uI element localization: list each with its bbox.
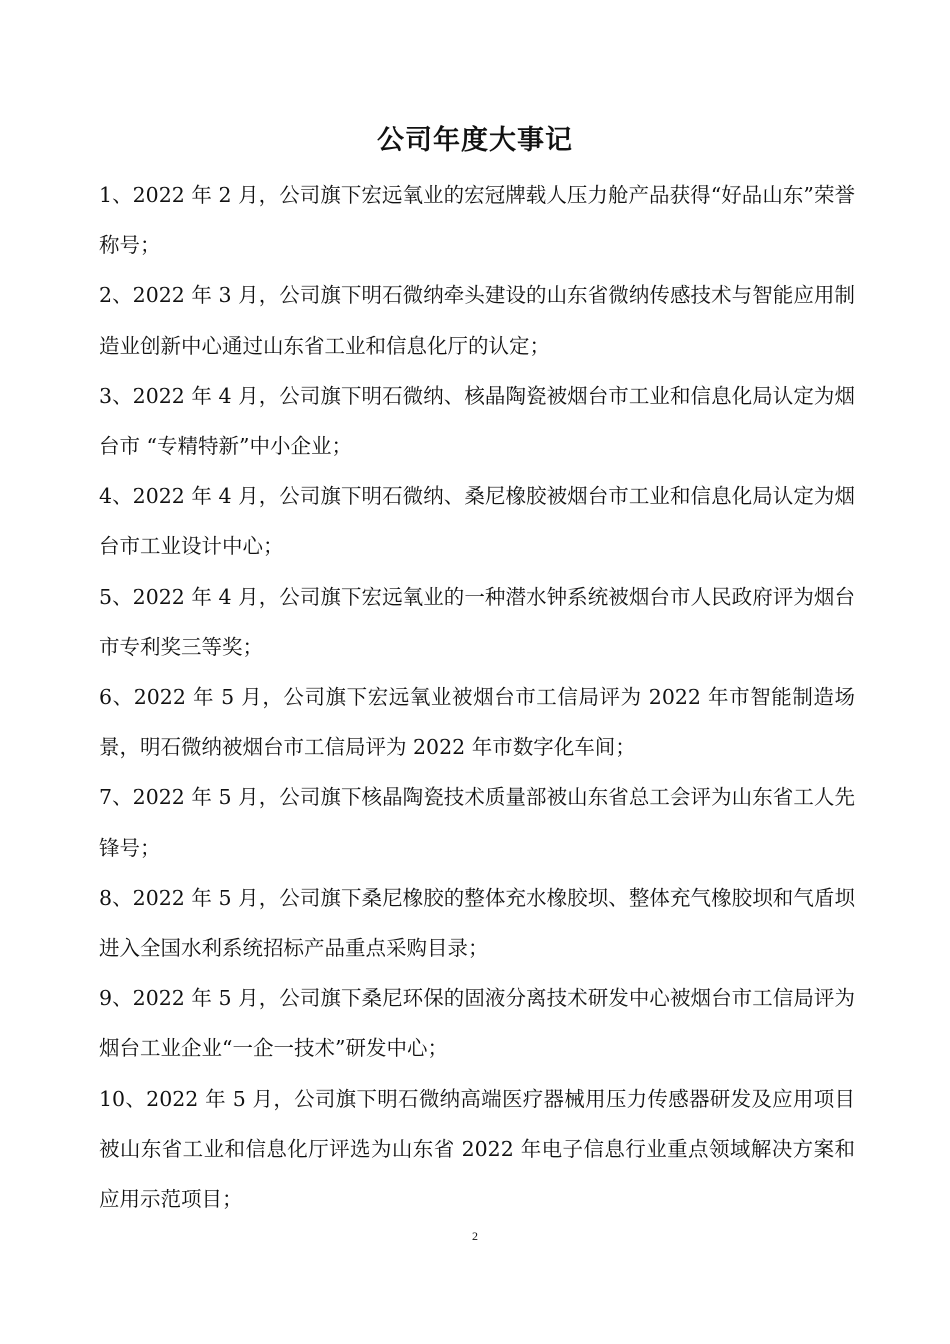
events-list <box>99 170 855 1224</box>
event-item-8: 8、2022 年 5 月，公司旗下桑尼橡胶的整体充水橡胶坝、整体充气橡胶坝和气盾坝进入全国水利系统招标产品重点采购目录； <box>99 885 855 961</box>
event-item-1: 1、2022 年 2 月，公司旗下宏远氧业的宏冠牌载人压力舱产品获得“好品山东”荣誉称号； <box>99 183 855 258</box>
page-number: 2 <box>472 1229 478 1243</box>
event-item-3: 3、2022 年 4 月，公司旗下明石微纳、核晶陶瓷被烟台市工业和信息化局认定为烟台市 “专精特新”中小企业； <box>99 383 855 459</box>
event-item-5: 5、2022 年 4 月，公司旗下宏远氧业的一种潜水钟系统被烟台市人民政府评为烟台市专利奖三等奖； <box>99 584 855 659</box>
event-item-7: 7、2022 年 5 月，公司旗下核晶陶瓷技术质量部被山东省总工会评为山东省工人先锋号； <box>99 785 855 860</box>
event-item-4: 4、2022 年 4 月，公司旗下明石微纳、桑尼橡胶被烟台市工业和信息化局认定为烟台市工业设计中心； <box>99 484 855 559</box>
page-title: 公司年度大事记 <box>377 125 573 156</box>
event-item-6: 6、2022 年 5 月，公司旗下宏远氧业被烟台市工信局评为 2022 年市智能制造场景，明石微纳被烟台市工信局评为 2022 年市数字化车间； <box>99 685 855 760</box>
event-item-9: 9、2022 年 5 月，公司旗下桑尼环保的固液分离技术研发中心被烟台市工信局评为烟台工业企业“一企一技术”研发中心； <box>99 986 855 1061</box>
event-item-2: 2、2022 年 3 月，公司旗下明石微纳牵头建设的山东省微纳传感技术与智能应用制造业创新中心通过山东省工业和信息化厅的认定； <box>99 283 855 358</box>
event-item-10: 10、2022 年 5 月，公司旗下明石微纳高端医疗器械用压力传感器研发及应用项目被山东省工业和信息化厅评选为山东省 2022 年电子信息行业重点领域解决方案和应用示范项目； <box>99 1086 855 1212</box>
